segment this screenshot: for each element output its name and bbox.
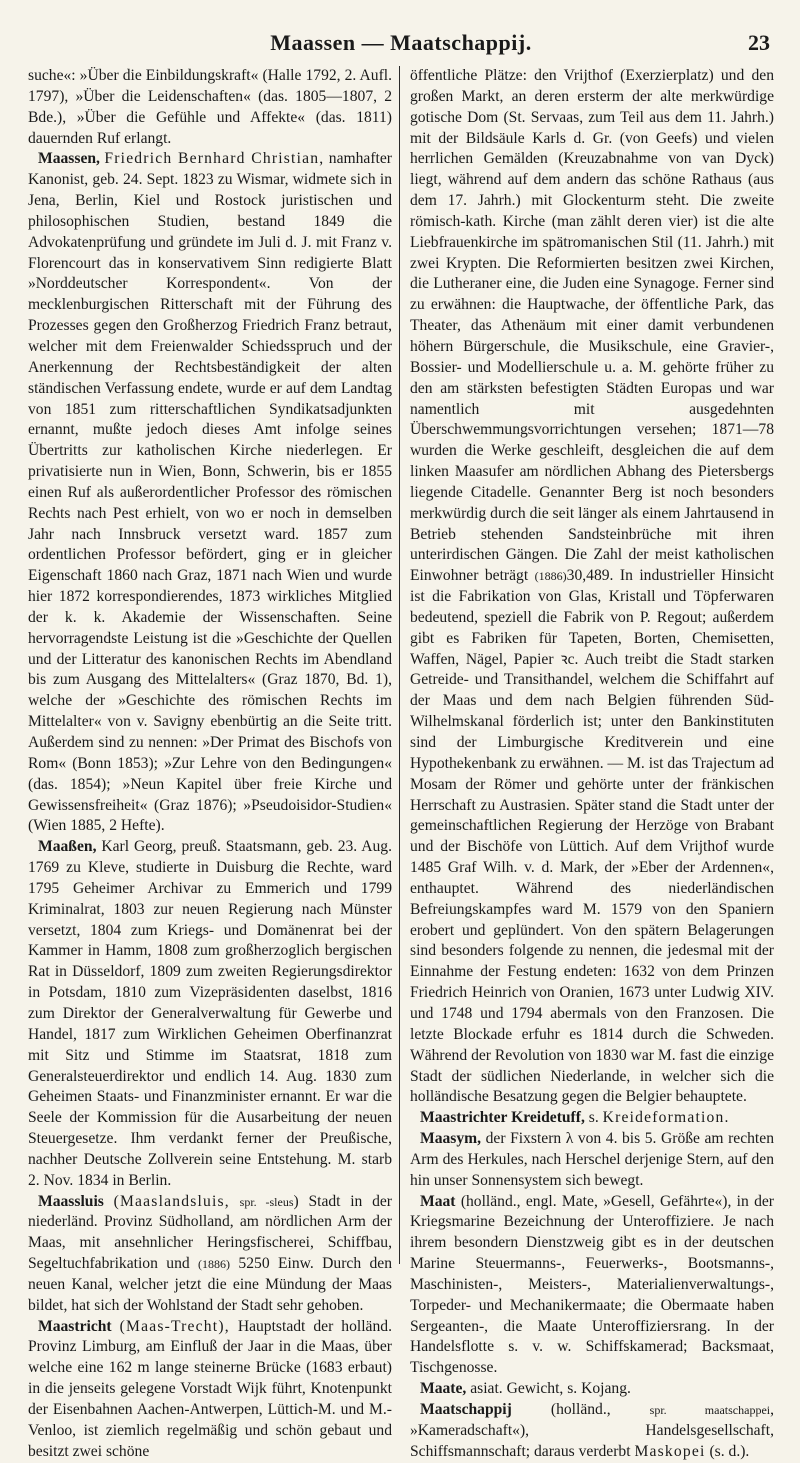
column-divider	[399, 66, 400, 1264]
entry-text: preuß. Staatsmann, geb. 23. Aug. 1769 zu Kleve, studierte in Duisburg die Rechte, ward 1795 Geheimer Archivar zu Emmerich und 1799 Kriminalrat, 1803 zur neuen Regierung nach Münster versetzt, 1804 zum Kriegs- und Domänenrat bei der Kammer in Hamm, 1808 zum großherzoglich bergischen Rat in Düsseldorf, 1809 zum zweiten Regierungsdirektor in Potsdam, 1810 zum Vizepräsidenten daselbst, 1816 zum Direktor der Generalverwaltung für Gewerbe und Handel, 1817 zum Wirklichen Geheimen Oberfinanzrat mit Sitz und Stimme im Staatsrat, 1818 zum Generalsteuerdirektor und endlich 14. Aug. 1830 zum Geheimen Staats- und Finanzminister ernannt. Er war die Seele der Kommission für die Ausarbeitung der neuen Steuergesetze. Ihm verdankt ferner der Preußische, nachher Deutsche Zollverein seine Entstehung. M. starb 2. Nov. 1834 in Berlin.	[28, 838, 392, 1189]
right-column	[410, 66, 775, 1460]
entry-text: s.	[588, 1109, 599, 1127]
entry-maate	[410, 1379, 774, 1400]
page-title: Maassen — Maatschappij.	[270, 30, 532, 55]
cross-reference: Kreideformation.	[602, 1109, 730, 1127]
alt-name: (Maas-Trecht),	[119, 1317, 230, 1335]
entry-text: 30,489. In industrieller Hinsicht ist die Fabrikation von Glas, Kristall und Töpferwaren bedeutend, speziell die Fabrik von P. Regout; außerdem gibt es Fabriken für Tapeten, Borten, Chemisetten, Waffen, Nägel, Papier ꝛc. Auch treibt die Stadt starken Getreide- und Transithandel, welchem die Schiffahrt auf der Maas und dem nach Belgien führenden Süd-Wilhelmskanal förderlich ist; unter den Bankinstituten sind der Limburgische Kreditverein und eine Hypothekenbank zu erwähnen. — M. ist das Trajectum ad Mosam der Römer und gehörte unter der fränkischen Herrschaft zu Austrasien. Später stand die Stadt unter der gemeinschaftlichen Regierung der Herzöge von Brabant und der Bischöfe von Lüttich. Auf dem Vrijthof wurde 1485 Graf Wilh. v. d. Mark, der »Eber der Ardennen«, enthauptet. Während des niederländischen Befreiungskampfes ward M. 1579 von den Spaniern erobert und geplündert. Von den spätern Belagerungen sind besonders folgende zu nennen, die jedesmal mit der Einnahme der Festung endeten: 1632 von dem Prinzen Friedrich Heinrich von Oranien, 1673 unter Ludwig XIV. und 1748 und 1794 abermals von den Franzosen. Die letzte Blockade erfuhr es 1814 durch die Schweden. Während der Revolution von 1830 war M. fast die einzige Stadt der südlichen Niederlande, in welcher sich die holländische Besatzung gegen die Belgier behauptete.	[410, 567, 774, 1106]
cross-reference: Maskopei	[634, 1442, 706, 1460]
headword: Maassen,	[38, 150, 100, 168]
entry-text: Hauptstadt der holländ. Provinz Limburg, am Einfluß der Jaar in die Maas, über welche eine 162 m lange steinerne Brücke (1683 erbaut) in die jenseits gelegene Vorstadt Wijk führt, Knotenpunkt der Eisenbahnen Aachen-Antwerpen, Lüttich-M. und M.-Venloo, ist ziemlich regelmäßig und schön gebaut und besitzt zwei schöne	[28, 1317, 392, 1460]
entry-maassluis: Maassluis (Maaslandsluis, spr. -sleus) Stadt in der niederländ. Provinz Südholland, am nördlichen Arm der Maas, mit ansehnlicher Heringsfischerei, Schiffbau, Segeltuchfabrikation und (1886) 5250 Einw. Durch den neuen Kanal, welcher jetzt die eine Mündung der Maas bildet, hat sich der Wohlstand der Stadt sehr gehoben.	[28, 1192, 392, 1314]
headword: Maaßen,	[38, 838, 97, 856]
census-year: (1886)	[198, 1257, 231, 1272]
entry-text: (holländ., engl. Mate, »Gesell, Gefährte«), in der Kriegsmarine Bezeichnung der Unteroffiziere. Je nach ihrem besondern Dienstzweig gibt es in der deutschen Marine Steuermanns-, Feuerwerks-, Bootsmanns-, Maschinisten-, Meisters-, Materialienverwaltungs-, Torpeder- und Mechanikermaate; die Obermaate haben Sergeanten-, die Maate Unteroffiziersrang. In der Handelsflotte s. v. w. Schiffskamerad; Backsmaat, Tischgenosse.	[410, 1192, 774, 1377]
entry-maat	[410, 1192, 774, 1380]
entry-text: Stadt in der niederländ. Provinz Südholland, am nördlichen Arm der Maas, mit ansehnlicher Heringsfischerei, Schiffbau, Segeltuchfabrikation und	[28, 1192, 392, 1273]
entry-maatschappij	[410, 1400, 774, 1463]
entry-text: der Fixstern λ von 4. bis 5. Größe am rechten Arm des Herkules, nach Herschel derjenige Stern, auf den hin unser Sonnensystem sich bewegt.	[410, 1130, 774, 1189]
entry-maassen-friedrich	[28, 149, 392, 837]
headword: Maatschappij	[420, 1401, 512, 1418]
person-name: Friedrich Bernhard Christian,	[104, 150, 325, 168]
entry-text: öffentliche Plätze: den Vrijthof (Exerzierplatz) und den großen Markt, an deren ersterm der alte merkwürdige gotische Dom (St. Servaas, zum Teil aus dem 11. Jahrh.) mit der Bildsäule Karls d. Gr. (von Geefs) und vielen herrlichen Gemälden (Kreuzabnahme von van Dyck) liegt, während auf dem andern das schöne Rathaus (aus dem 17. Jahrh.) mit Glockenturm steht. Die zweite römisch-kath. Kirche (man zählt deren vier) ist die alte Liebfrauenkirche im spätromanischen Stil (11. Jahrh.) mit zwei Krypten. Die Reformierten besitzen zwei Kirchen, die Lutheraner eine, die Juden eine Synagoge. Ferner sind zu erwähnen: die Hauptwache, der öffentliche Park, das Theater, das Athenäum mit einer damit verbundenen höhern Bürgerschule, die Musikschule, eine Gravier-, Bossier- und Modellierschule u. a. M. gehörte früher zu den am stärksten befestigten Städten Europas und war namentlich mit ausgedehnten Überschwemmungsvorrichtungen versehen; 1871—78 wurden die Werke geschleift, desgleichen die auf dem linken Maasufer am nördlichen Abhang des Pietersbergs liegende Citadelle. Genannter Berg ist noch besonders merkwürdig durch die seit länger als einem Jahrtausend in Betrieb stehenden Sandsteinbrüche mit ihren unterirdischen Gängen. Die Zahl der meist katholischen Einwohner beträgt	[410, 67, 774, 585]
entry-text: (s. d.).	[709, 1442, 750, 1460]
left-column	[28, 66, 392, 1460]
continued-text	[410, 66, 774, 1108]
census-year: (1886)	[534, 569, 567, 584]
pronunciation: spr. maatschappei	[649, 1403, 771, 1417]
alt-name: (Maaslandsluis,	[113, 1192, 230, 1210]
page-number: 23	[748, 30, 770, 55]
entry-maasym	[410, 1129, 774, 1192]
entry-maassen-karl	[28, 837, 392, 1191]
entry-maastrichter-kreidetuff	[410, 1108, 774, 1129]
headword: Maate,	[420, 1380, 467, 1398]
person-name: Karl Georg,	[101, 838, 177, 856]
running-head	[30, 30, 772, 58]
entry-text: (holländ.,	[550, 1401, 611, 1418]
entry-text: namhafter Kanonist, geb. 24. Sept. 1823 zu Wismar, widmete sich in Jena, Berlin, Kiel und Rostock juristischen und philosophischen Studien, bestand 1849 die Advokatenprüfung und gründete im Juli d. J. mit Franz v. Florencourt das in konservativem Sinn redigierte Blatt »Norddeutscher Korrespondent«. Von der mecklenburgischen Ritterschaft mit der Führung des Prozesses gegen den Großherzog Friedrich Franz betraut, welcher mit dem Freienwalder Schiedsspruch und der Anerkennung der Rechtsbeständigkeit der alten ständischen Verfassung endete, wurde er auf dem Landtag von 1851 zum ritterschaftlichen Syndikatsadjunkten ernannt, mußte jedoch dieses Amt infolge seines Übertritts zur katholischen Kirche niederlegen. Er privatisierte nun in Wien, Bonn, Schwerin, bis er 1855 einen Ruf als außerordentlicher Professor des römischen Rechts nach Pest erhielt, von wo er noch in demselben Jahr nach Innsbruck versetzt ward. 1857 zum ordentlichen Professor befördert, ging er in gleicher Eigenschaft 1860 nach Graz, 1871 nach Wien und wurde hier 1872 korrespondierendes, 1873 wirkliches Mitglied der k. k. Akademie der Wissenschaften. Seine hervorragendste Leistung ist die »Geschichte der Quellen und der Litteratur des kanonischen Rechts im Abendland bis zum Ausgang des Mittelalters« (Graz 1870, Bd. 1), welche der »Geschichte des römischen Rechts im Mittelalter« von v. Savigny ebenbürtig an die Seite tritt. Außerdem sind zu nennen: »Der Primat des Bischofs von Rom« (Bonn 1853); »Zur Lehre von den Bedingungen« (das. 1854); »Neun Kapitel über freie Kirche und Gewissensfreiheit« (Graz 1876); »Pseudoisidor-Studien« (Wien 1885, 2 Hefte).	[28, 150, 392, 835]
entry-text: , »Kameradschaft«), Handelsgesellschaft, Schiffsmannschaft; daraus verderbt	[410, 1401, 775, 1460]
headword: Maastricht	[38, 1317, 112, 1335]
pronunciation: spr. -sleus	[239, 1194, 294, 1209]
entry-text: 5250 Einw. Durch den neuen Kanal, welcher jetzt die eine Mündung der Maas bildet, hat sich der Wohlstand der Stadt sehr gehoben.	[28, 1255, 392, 1314]
entry-maastricht	[28, 1317, 392, 1463]
headword: Maasym,	[420, 1130, 482, 1148]
headword: Maassluis	[38, 1192, 104, 1210]
headword: Maastrichter Kreidetuff,	[420, 1109, 585, 1127]
continued-text: suche«: »Über die Einbildungskraft« (Halle 1792, 2. Aufl. 1797), »Über die Leidenschaften« (das. 1805—1807, 2 Bde.), »Über die Gefühle und Affekte« (das. 1811) dauernden Ruf erlangt.	[28, 67, 392, 147]
entry-text: asiat. Gewicht, s. Kojang.	[470, 1380, 631, 1398]
headword: Maat	[420, 1192, 456, 1210]
